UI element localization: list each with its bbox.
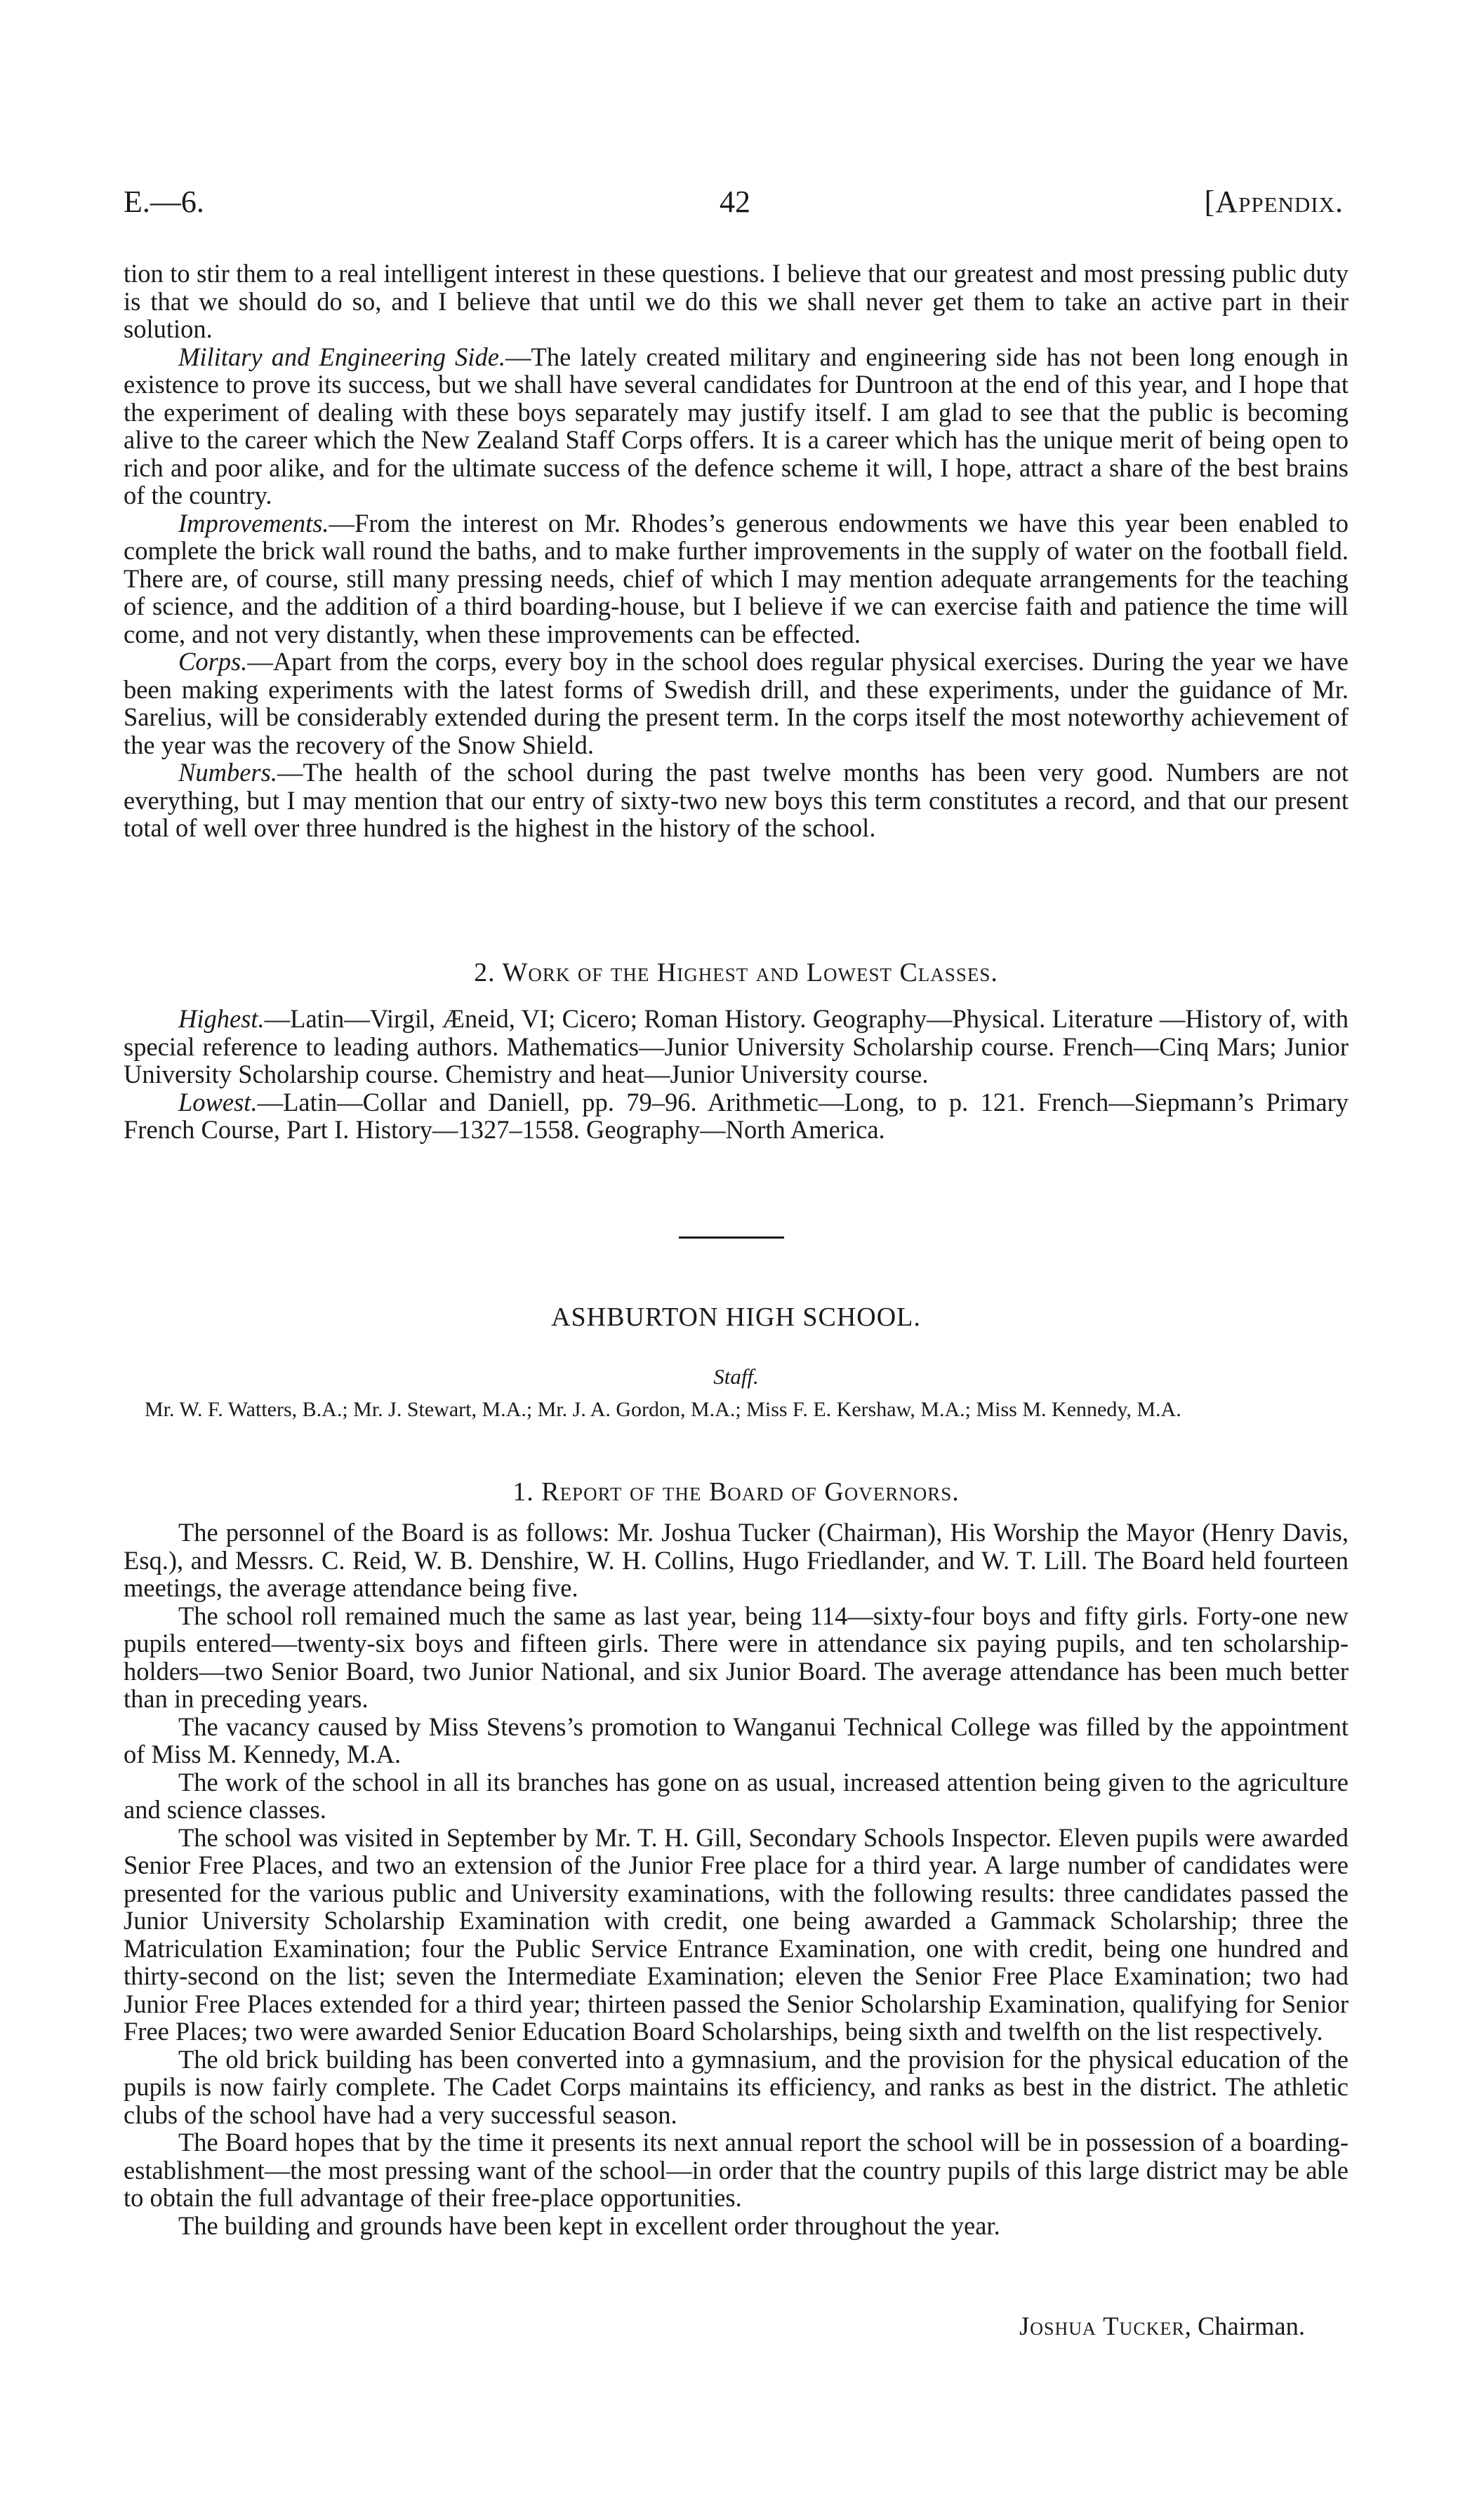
signatory-title: , Chairman.	[1184, 2312, 1305, 2340]
intro-section	[124, 260, 1349, 842]
signature	[1019, 2311, 1305, 2341]
school-title: ASHBURTON HIGH SCHOOL.	[551, 1302, 921, 1332]
report-heading: 1. Report of the Board of Governors.	[512, 1477, 960, 1507]
appendix-label: [Appendix.	[1204, 185, 1344, 219]
paragraph: The personnel of the Board is as follows: Mr. Joshua Tucker (Chairman), His Worship the Mayor (Henry Davis, Esq.), and Messrs. C. Reid, W. B. Denshire, W. H. Collins, Hugo Friedlander, and W. T. Lill. The Board held fourteen meetings, the average attendance being five.	[124, 1518, 1349, 1602]
paragraph: The vacancy caused by Miss Stevens’s promotion to Wanganui Technical College was filled by the appointment of Miss M. Kennedy, M.A.	[124, 1712, 1349, 1768]
side-heading: Military and Engineering Side.	[178, 342, 506, 371]
side-heading: Lowest.	[178, 1087, 258, 1116]
classes-section	[124, 1005, 1349, 1144]
section-divider	[679, 1236, 784, 1239]
paragraph: Corps.—Apart from the corps, every boy in the school does regular physical exercises. During the year we have been making experiments with the latest forms of Swedish drill, and these experiments, under the guidance of Mr. Sarelius, will be considerably extended during the present term. In the corps itself the most noteworthy achievement of the year was the recovery of the Snow Shield.	[124, 647, 1349, 759]
paragraph: Numbers.—The health of the school during the past twelve months has been very good. Numbers are not everything, but I may mention that our entry of sixty-two new boys this term constitutes a record, and that our present total of well over three hundred is the highest in the history of the school.	[124, 758, 1349, 842]
paragraph: The building and grounds have been kept in excellent order throughout the year.	[178, 2211, 1000, 2240]
paragraph: The old brick building has been converted into a gymnasium, and the provision for the physical education of the pupils is now fairly complete. The Cadet Corps maintains its efficiency, and ranks as best in the district. The athletic clubs of the school have had a very successful season.	[124, 2044, 1349, 2129]
paragraph: Lowest.—Latin—Collar and Daniell, pp. 79–96. Arithmetic—Long, to p. 121. French—Siepmann’s Primary French Course, Part I. History—1327–1558. Geography—North America.	[124, 1087, 1349, 1144]
side-heading: Corps.	[178, 647, 248, 676]
staff-heading: Staff.	[713, 1364, 759, 1389]
work-heading: 2. Work of the Highest and Lowest Classes.	[474, 958, 998, 987]
paragraph: Highest.—Latin—Virgil, Æneid, VI; Cicero; Roman History. Geography—Physical. Literature —History of, with special reference to leading authors. Mathematics—Junior University Scholarship course. French—Cinq Mars; Junior University Scholarship course. Chemistry and heat—Junior University course.	[124, 1004, 1349, 1088]
paragraph: tion to stir them to a real intelligent interest in these questions. I believe that our greatest and most pressing public duty is that we should do so, and I believe that until we do this we shall never get them to take an active part in their solution.	[124, 259, 1349, 343]
paragraph: Improvements.—From the interest on Mr. Rhodes’s generous endowments we have this year been enabled to complete the brick wall round the baths, and to make further improvements in the supply of water on the football field. There are, of course, still many pressing needs, chief of which I may mention adequate arrangements for the teaching of science, and the addition of a third boarding-house, but I believe if we can exercise faith and patience the time will come, and not very distantly, when these improvements can be effected.	[124, 508, 1349, 648]
staff-list: Mr. W. F. Watters, B.A.; Mr. J. Stewart, M.A.; Mr. J. A. Gordon, M.A.; Miss F. E. Kershaw, M.A.; Miss M. Kennedy, M.A.	[145, 1398, 1181, 1421]
side-heading: Improvements.	[178, 508, 329, 538]
paragraph: The school roll remained much the same as last year, being 114—sixty-four boys and fifty girls. Forty-one new pupils entered—twenty-six boys and fifteen girls. There were in attendance six paying pupils, and ten scholarship-holders—two Senior Board, two Junior National, and six Junior Board. The average attendance has been much better than in preceding years.	[124, 1601, 1349, 1713]
paragraph: The Board hopes that by the time it presents its next annual report the school will be in possession of a boarding-establishment—the most pressing want of the school—in order that the country pupils of this large district may be able to obtain the full advantage of their free-place opportunities.	[124, 2128, 1349, 2212]
signatory-name: Joshua Tucker	[1019, 2312, 1185, 2340]
page-number: 42	[720, 185, 750, 219]
side-heading: Highest.	[178, 1004, 265, 1033]
report-code: E.—6.	[124, 185, 204, 219]
paragraph: The work of the school in all its branches has gone on as usual, increased attention being given to the agriculture and science classes.	[124, 1767, 1349, 1824]
paragraph: The school was visited in September by Mr. T. H. Gill, Secondary Schools Inspector. Eleven pupils were awarded Senior Free Places, and two an extension of the Junior Free place for a third year. A large number of candidates were presented for the various public and University examinations, with the following results: three candidates passed the Junior University Scholarship Examination with credit, one being awarded a Gammack Scholarship; three the Matriculation Examination; four the Public Service Entrance Examination, one with credit, being one hundred and thirty-second on the list; seven the Intermediate Examination; eleven the Senior Free Place Examination; two had Junior Free Places extended for a third year; thirteen passed the Senior Scholarship Examination, qualifying for Senior Free Places; two were awarded Senior Education Board Scholarships, being sixth and twelfth on the list respectively.	[124, 1822, 1349, 2046]
side-heading: Numbers.	[178, 758, 277, 787]
report-section	[124, 1519, 1349, 2239]
paragraph: Military and Engineering Side.—The lately created military and engineering side has not been long enough in existence to prove its success, but we shall have several candidates for Duntroon at the end of this year, and I hope that the experiment of dealing with these boys separately may justify itself. I am glad to see that the public is becoming alive to the career which the New Zealand Staff Corps offers. It is a career which has the unique merit of being open to rich and poor alike, and for the ultimate success of the defence scheme it will, I hope, attract a share of the best brains of the country.	[124, 342, 1349, 509]
